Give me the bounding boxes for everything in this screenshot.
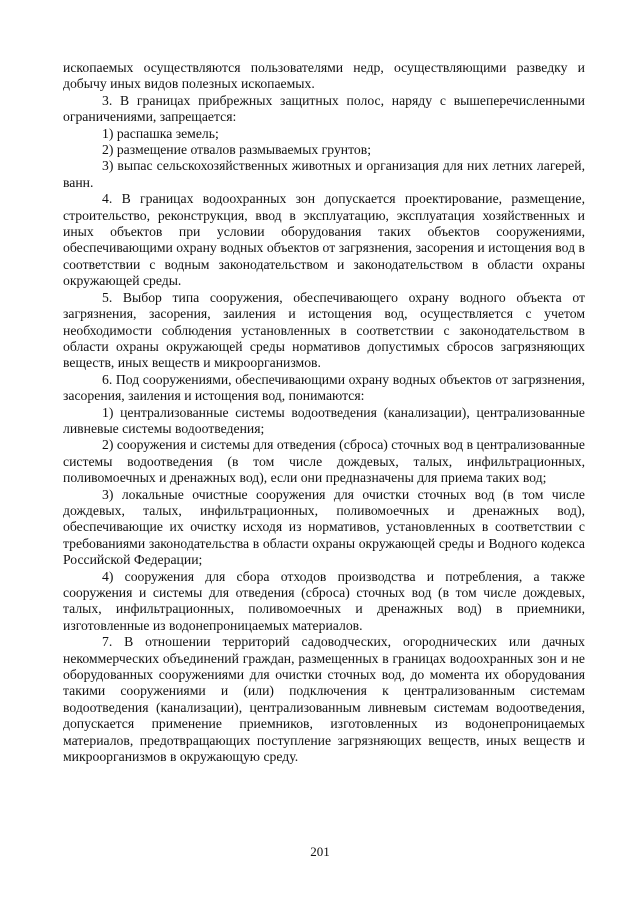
paragraph-7: 5. Выбор типа сооружения, обеспечивающего охрану водного объекта от загрязнения, засорения, заиления и истощения вод, осуществляется с учетом необходимости соблюдения установленных в соответствии с законодательством в области охраны окружающей среды нормативов допустимых сбросов загрязняющих веществ, иных веществ и микроорганизмов. xyxy=(63,289,585,371)
paragraph-12: 4) сооружения для сбора отходов производства и потребления, а также сооружения и системы для отведения (сброса) сточных вод (в том числе дождевых, талых, инфильтрационных, поливомоечных и дренажных вод) в приемники, изготовленные из водонепроницаемых материалов. xyxy=(63,568,585,633)
page-number: 201 xyxy=(310,844,330,859)
paragraph-4: 2) размещение отвалов размываемых грунтов; xyxy=(102,142,372,158)
paragraph-6: 4. В границах водоохранных зон допускается проектирование, размещение, строительство, реконструкция, ввод в эксплуатацию, эксплуатация хозяйственных и иных объектов при условии оборудования таких объектов сооружениями, обеспечивающими охрану водных объектов от загрязнения, засорения и истощения вод в соответствии с водным законодательством и законодательством в области охраны окружающей среды. xyxy=(63,191,585,289)
paragraph-2: 3. В границах прибрежных защитных полос, наряду с вышеперечисленными ограничениями, запрещается: xyxy=(63,92,585,125)
paragraph-10: 2) сооружения и системы для отведения (сброса) сточных вод в централизованные системы водоотведения (в том числе дождевых, талых, инфильтрационных, поливомоечных и дренажных вод), если они предназначены для приема таких вод; xyxy=(63,437,585,486)
paragraph-1: ископаемых осуществляются пользователями недр, осуществляющими разведку и добычу иных видов полезных ископаемых. xyxy=(63,60,585,92)
paragraph-3: 1) распашка земель; xyxy=(102,125,219,141)
paragraph-5: 3) выпас сельскохозяйственных животных и организация для них летних лагерей, ванн. xyxy=(63,158,585,190)
paragraph-8: 6. Под сооружениями, обеспечивающими охрану водных объектов от загрязнения, засорения, заиления и истощения вод, понимаются: xyxy=(63,371,585,404)
paragraph-9: 1) централизованные системы водоотведения (канализации), централизованные ливневые системы водоотведения; xyxy=(63,404,585,436)
paragraph-11: 3) локальные очистные сооружения для очистки сточных вод (в том числе дождевых, талых, инфильтрационных, поливомоечных и дренажных вод), обеспечивающие их очистку исходя из нормативов, установленных в соответствии с требованиями законодательства в области охраны окружающей среды и Водного кодекса Российской Федерации; xyxy=(63,486,585,568)
document-body xyxy=(63,60,585,765)
paragraph-13: 7. В отношении территорий садоводческих, огороднических или дачных некоммерческих объединений граждан, размещенных в границах водоохранных зон и не оборудованных сооружениями для очистки сточных вод, до момента их оборудования такими сооружениями и (или) подключения к централизованным системам водоотведения (канализации), централизованным ливневым системам водоотведения, допускается применение приемников, изготовленных из водонепроницаемых материалов, предотвращающих поступление загрязняющих веществ, иных веществ и микроорганизмов в окружающую среду. xyxy=(63,634,585,765)
